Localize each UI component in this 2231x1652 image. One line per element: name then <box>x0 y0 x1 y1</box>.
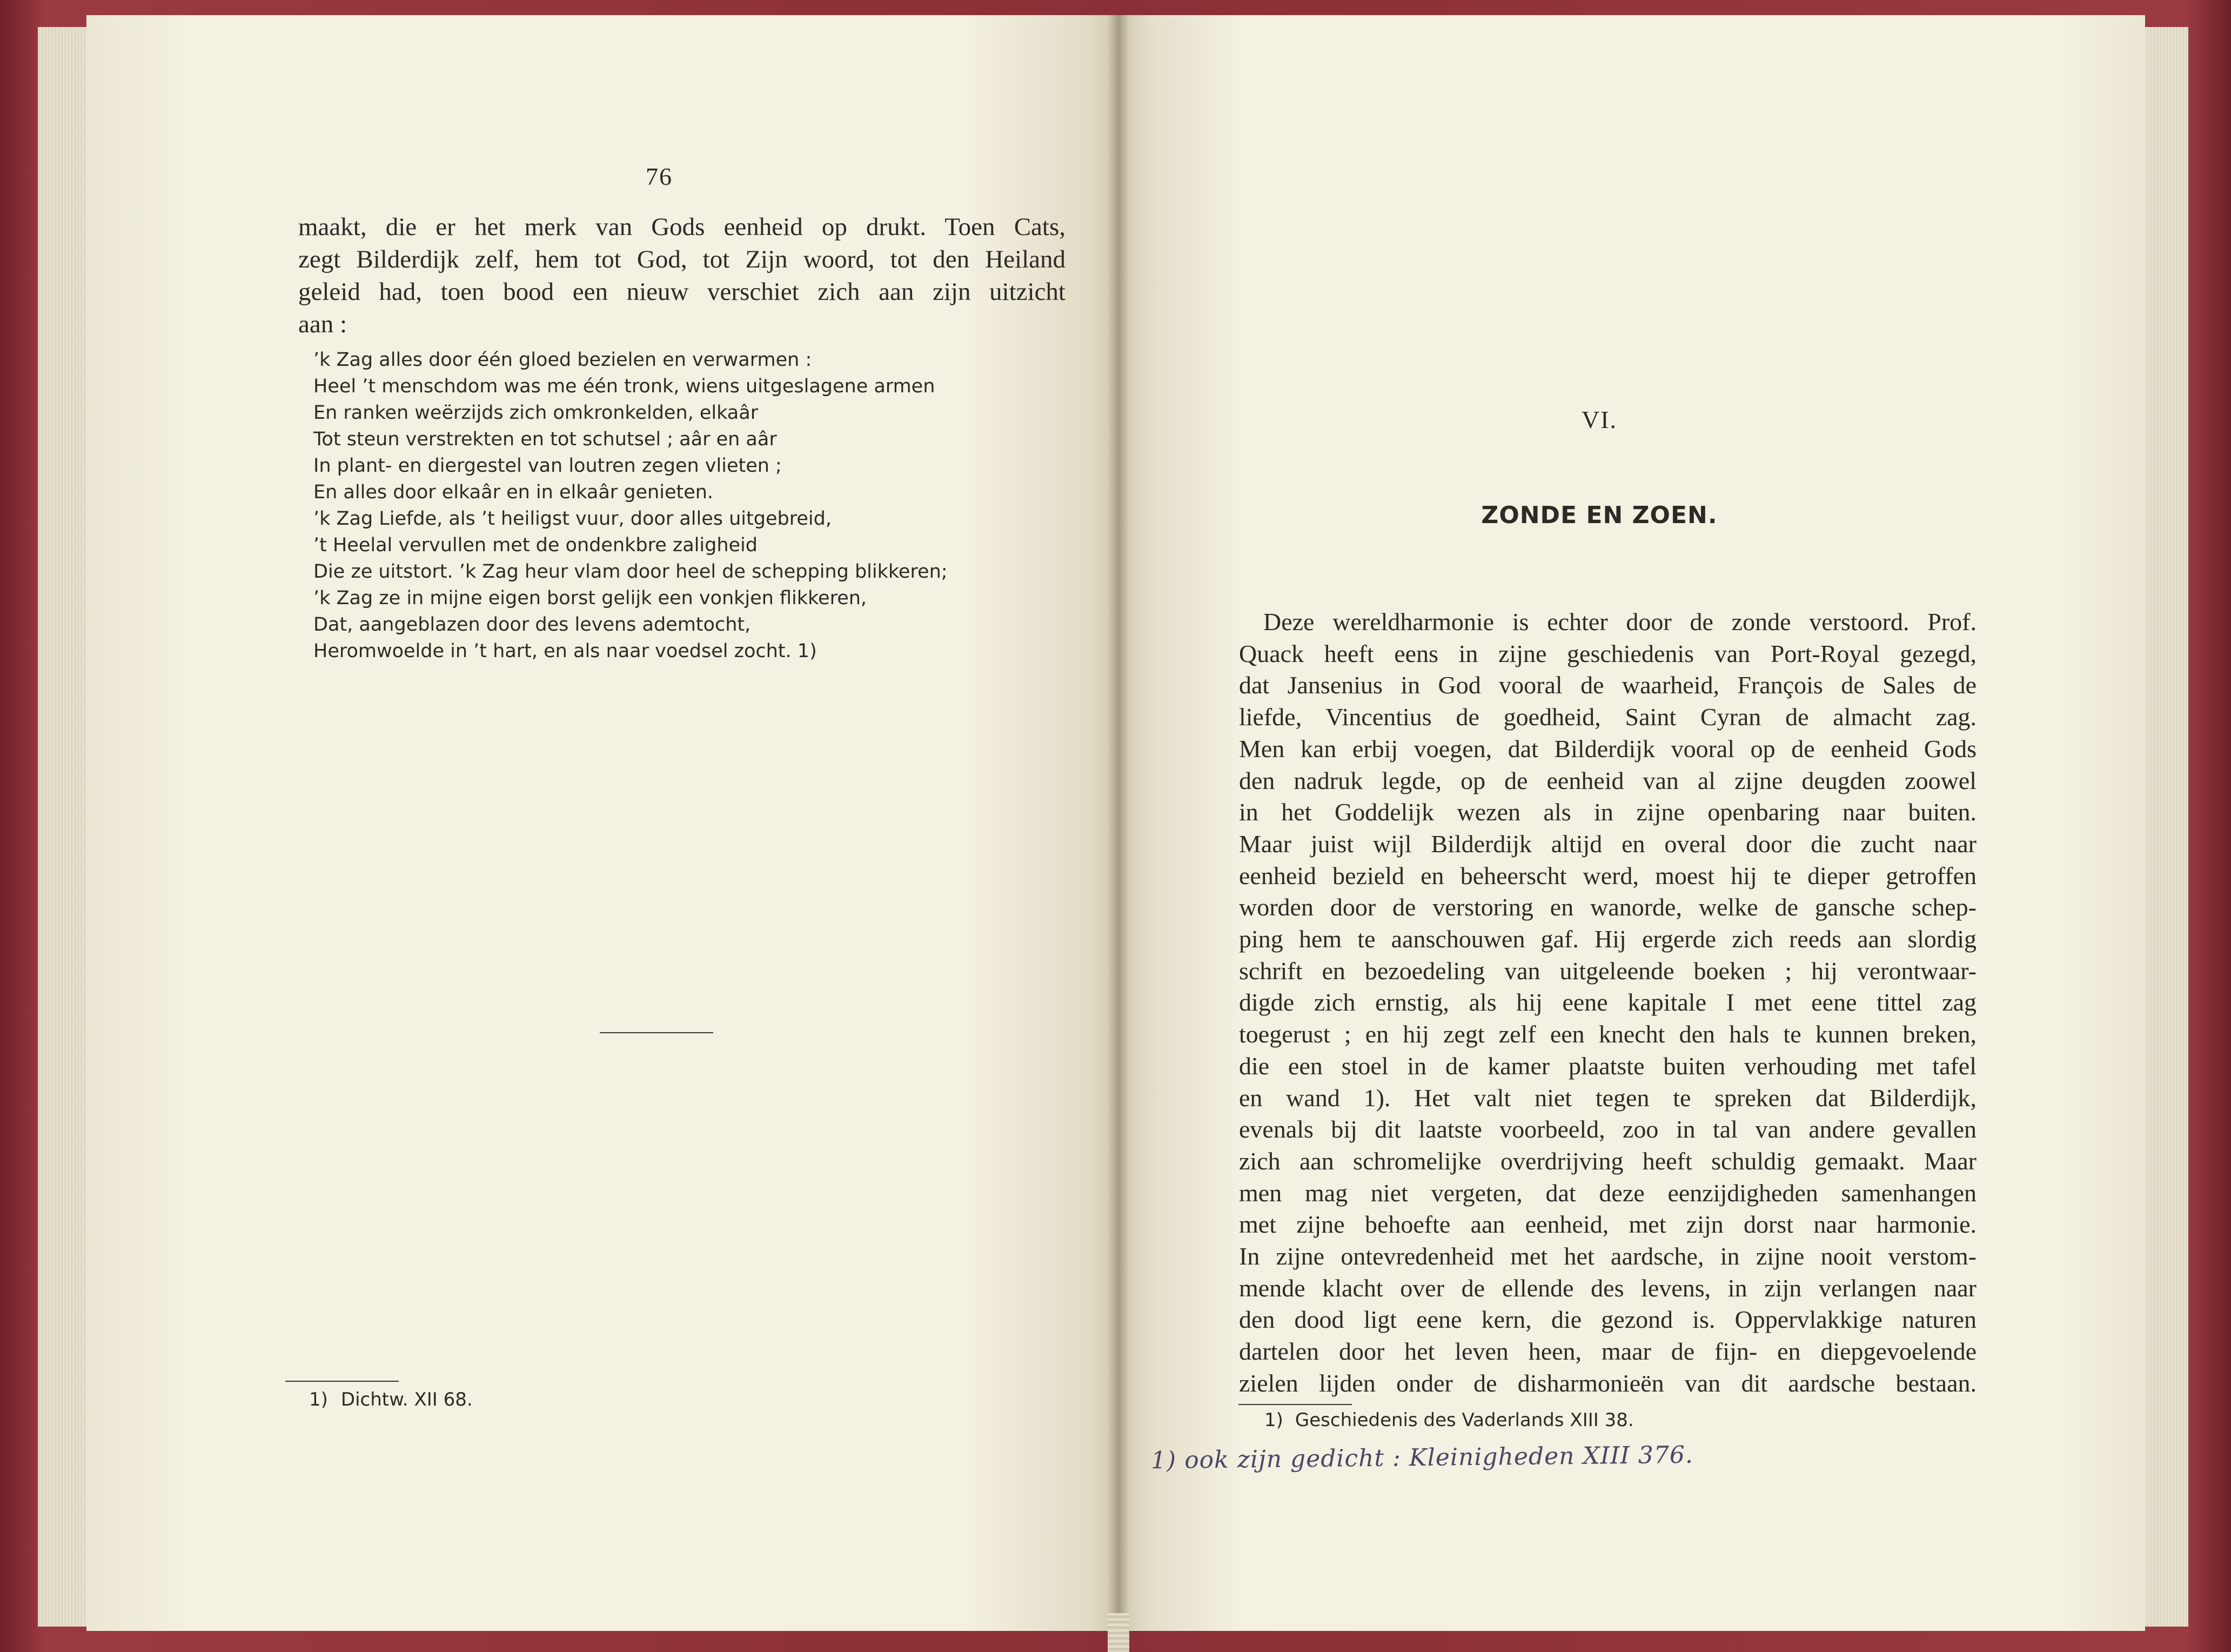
page-number: 76 <box>646 163 673 190</box>
book-gutter <box>1108 15 1129 1631</box>
footnote-mark: 1) <box>309 1389 328 1410</box>
body-line: dartelen door het leven heen, maar de fijn- en diepgevoelende <box>1239 1337 1977 1366</box>
body-line: zielen lijden onder de disharmonieën van dit aardsche bestaan. <box>1239 1369 1977 1397</box>
body-line: Maar juist wijl Bilderdijk altijd en overal door die zucht naar <box>1239 830 1977 858</box>
left-prose <box>298 211 1066 340</box>
poem-line: Tot steun verstrekten en tot schutsel ; aâr en aâr <box>313 429 777 450</box>
body-line: men mag niet vergeten, dat deze eenzijdigheden samenhangen <box>1239 1179 1977 1207</box>
body-line: liefde, Vincentius de goedheid, Saint Cyran de almacht zag. <box>1239 703 1977 731</box>
footnote-text: Geschiedenis des Vaderlands XIII 38. <box>1295 1409 1634 1431</box>
body-line: evenals bij dit laatste voorbeeld, zoo in tal van andere gevallen <box>1239 1115 1977 1143</box>
body-line: Men kan erbij voegen, dat Bilderdijk vooral op de eenheid Gods <box>1239 734 1977 763</box>
poem-line: En alles door elkaâr en in elkaâr genieten. <box>313 481 714 503</box>
footnote-mark: 1) <box>1264 1409 1283 1431</box>
body-line: dat Jansenius in God vooral de waarheid, François de Sales de <box>1239 671 1977 699</box>
body-line: ping hem te aanschouwen gaf. Hij ergerde zich reeds aan slordig <box>1239 925 1977 953</box>
body-line: met zijne behoefte aan eenheid, met zijn dorst naar harmonie. <box>1239 1210 1977 1239</box>
chapter-number: VI. <box>1581 406 1618 433</box>
prose-line: aan : <box>298 310 347 338</box>
body-line: In zijne ontevredenheid met het aardsche, in zijne nooit verstom- <box>1239 1242 1977 1270</box>
body-line: eenheid bezield en beheerscht werd, moest hij te dieper getroffen <box>1239 861 1977 889</box>
body-line: in het Goddelijk wezen als in zijne openbaring naar buiten. <box>1239 798 1977 826</box>
body-line: en wand 1). Het valt niet tegen te spreken dat Bilderdijk, <box>1239 1084 1977 1112</box>
body-line: zich aan schromelijke overdrijving heeft schuldig gemaakt. Maar <box>1239 1147 1977 1175</box>
footnote-right <box>1264 1409 1634 1431</box>
poem-line: ’k Zag Liefde, als ’t heiligst vuur, door alles uitgebreid, <box>313 508 832 530</box>
chapter-title: ZONDE EN ZOEN. <box>1481 501 1718 529</box>
section-end-rule <box>600 1032 713 1033</box>
poem-line: En ranken weërzijds zich omkronkelden, elkaâr <box>313 402 759 424</box>
poem-line: Die ze uitstort. ’k Zag heur vlam door heel de schepping blikkeren; <box>313 561 948 583</box>
page-edges-right <box>2140 27 2188 1627</box>
right-body-text <box>1239 606 1977 1400</box>
poem-line: ’k Zag alles door één gloed bezielen en verwarmen : <box>313 349 812 371</box>
prose-line: maakt, die er het merk van Gods eenheid op drukt. Toen Cats, <box>298 213 1066 241</box>
footnote-left <box>309 1389 473 1410</box>
poem-line: Heromwoelde in ’t hart, en als naar voedsel zocht. 1) <box>313 640 817 662</box>
body-line: Quack heeft eens in zijne geschiedenis van Port-Royal gezegd, <box>1239 639 1977 667</box>
body-line: Deze wereldharmonie is echter door de zonde verstoord. Prof. <box>1263 608 1977 636</box>
footnote-rule-right <box>1238 1404 1352 1405</box>
footnote-rule-left <box>285 1381 399 1382</box>
poem-line: ’k Zag ze in mijne eigen borst gelijk een vonkjen flikkeren, <box>313 587 867 609</box>
body-line: mende klacht over de ellende des levens, in zijn verlangen naar <box>1239 1274 1977 1302</box>
prose-line: zegt Bilderdijk zelf, hem tot God, tot Zijn woord, tot den Heiland <box>298 245 1066 273</box>
body-line: digde zich ernstig, als hij eene kapitale I met eene tittel zag <box>1239 988 1977 1016</box>
poem-quotation <box>313 347 1070 665</box>
body-line: worden door de verstoring en wanorde, welke de gansche schep- <box>1239 893 1977 921</box>
body-line: schrift en bezoedeling van uitgeleende boeken ; hij verontwaar- <box>1239 957 1977 985</box>
body-line: den nadruk legde, op de eenheid van al zijne deugden zoowel <box>1239 766 1977 794</box>
footnote-text: Dichtw. XII 68. <box>340 1389 473 1410</box>
poem-line: Dat, aangeblazen door des levens ademtocht, <box>313 614 751 636</box>
bookmark-ribbon <box>1108 1613 1129 1652</box>
handwritten-annotation: 1) ook zijn gedicht : Kleinigheden XIII 376. <box>1150 1441 1694 1475</box>
body-line: toegerust ; en hij zegt zelf een knecht den hals te kunnen breken, <box>1239 1020 1977 1048</box>
body-line: den dood ligt eene kern, die gezond is. Oppervlakkige naturen <box>1239 1306 1977 1334</box>
poem-line: ’t Heelal vervullen met de ondenkbre zaligheid <box>313 534 758 556</box>
poem-line: In plant- en diergestel van loutren zegen vlieten ; <box>313 455 782 477</box>
poem-line: Heel ’t menschdom was me één tronk, wiens uitgeslagene armen <box>313 376 935 397</box>
prose-line: geleid had, toen bood een nieuw verschiet zich aan zijn uitzicht <box>298 278 1066 306</box>
body-line: die een stoel in de kamer plaatste buiten verhouding met tafel <box>1239 1052 1977 1080</box>
